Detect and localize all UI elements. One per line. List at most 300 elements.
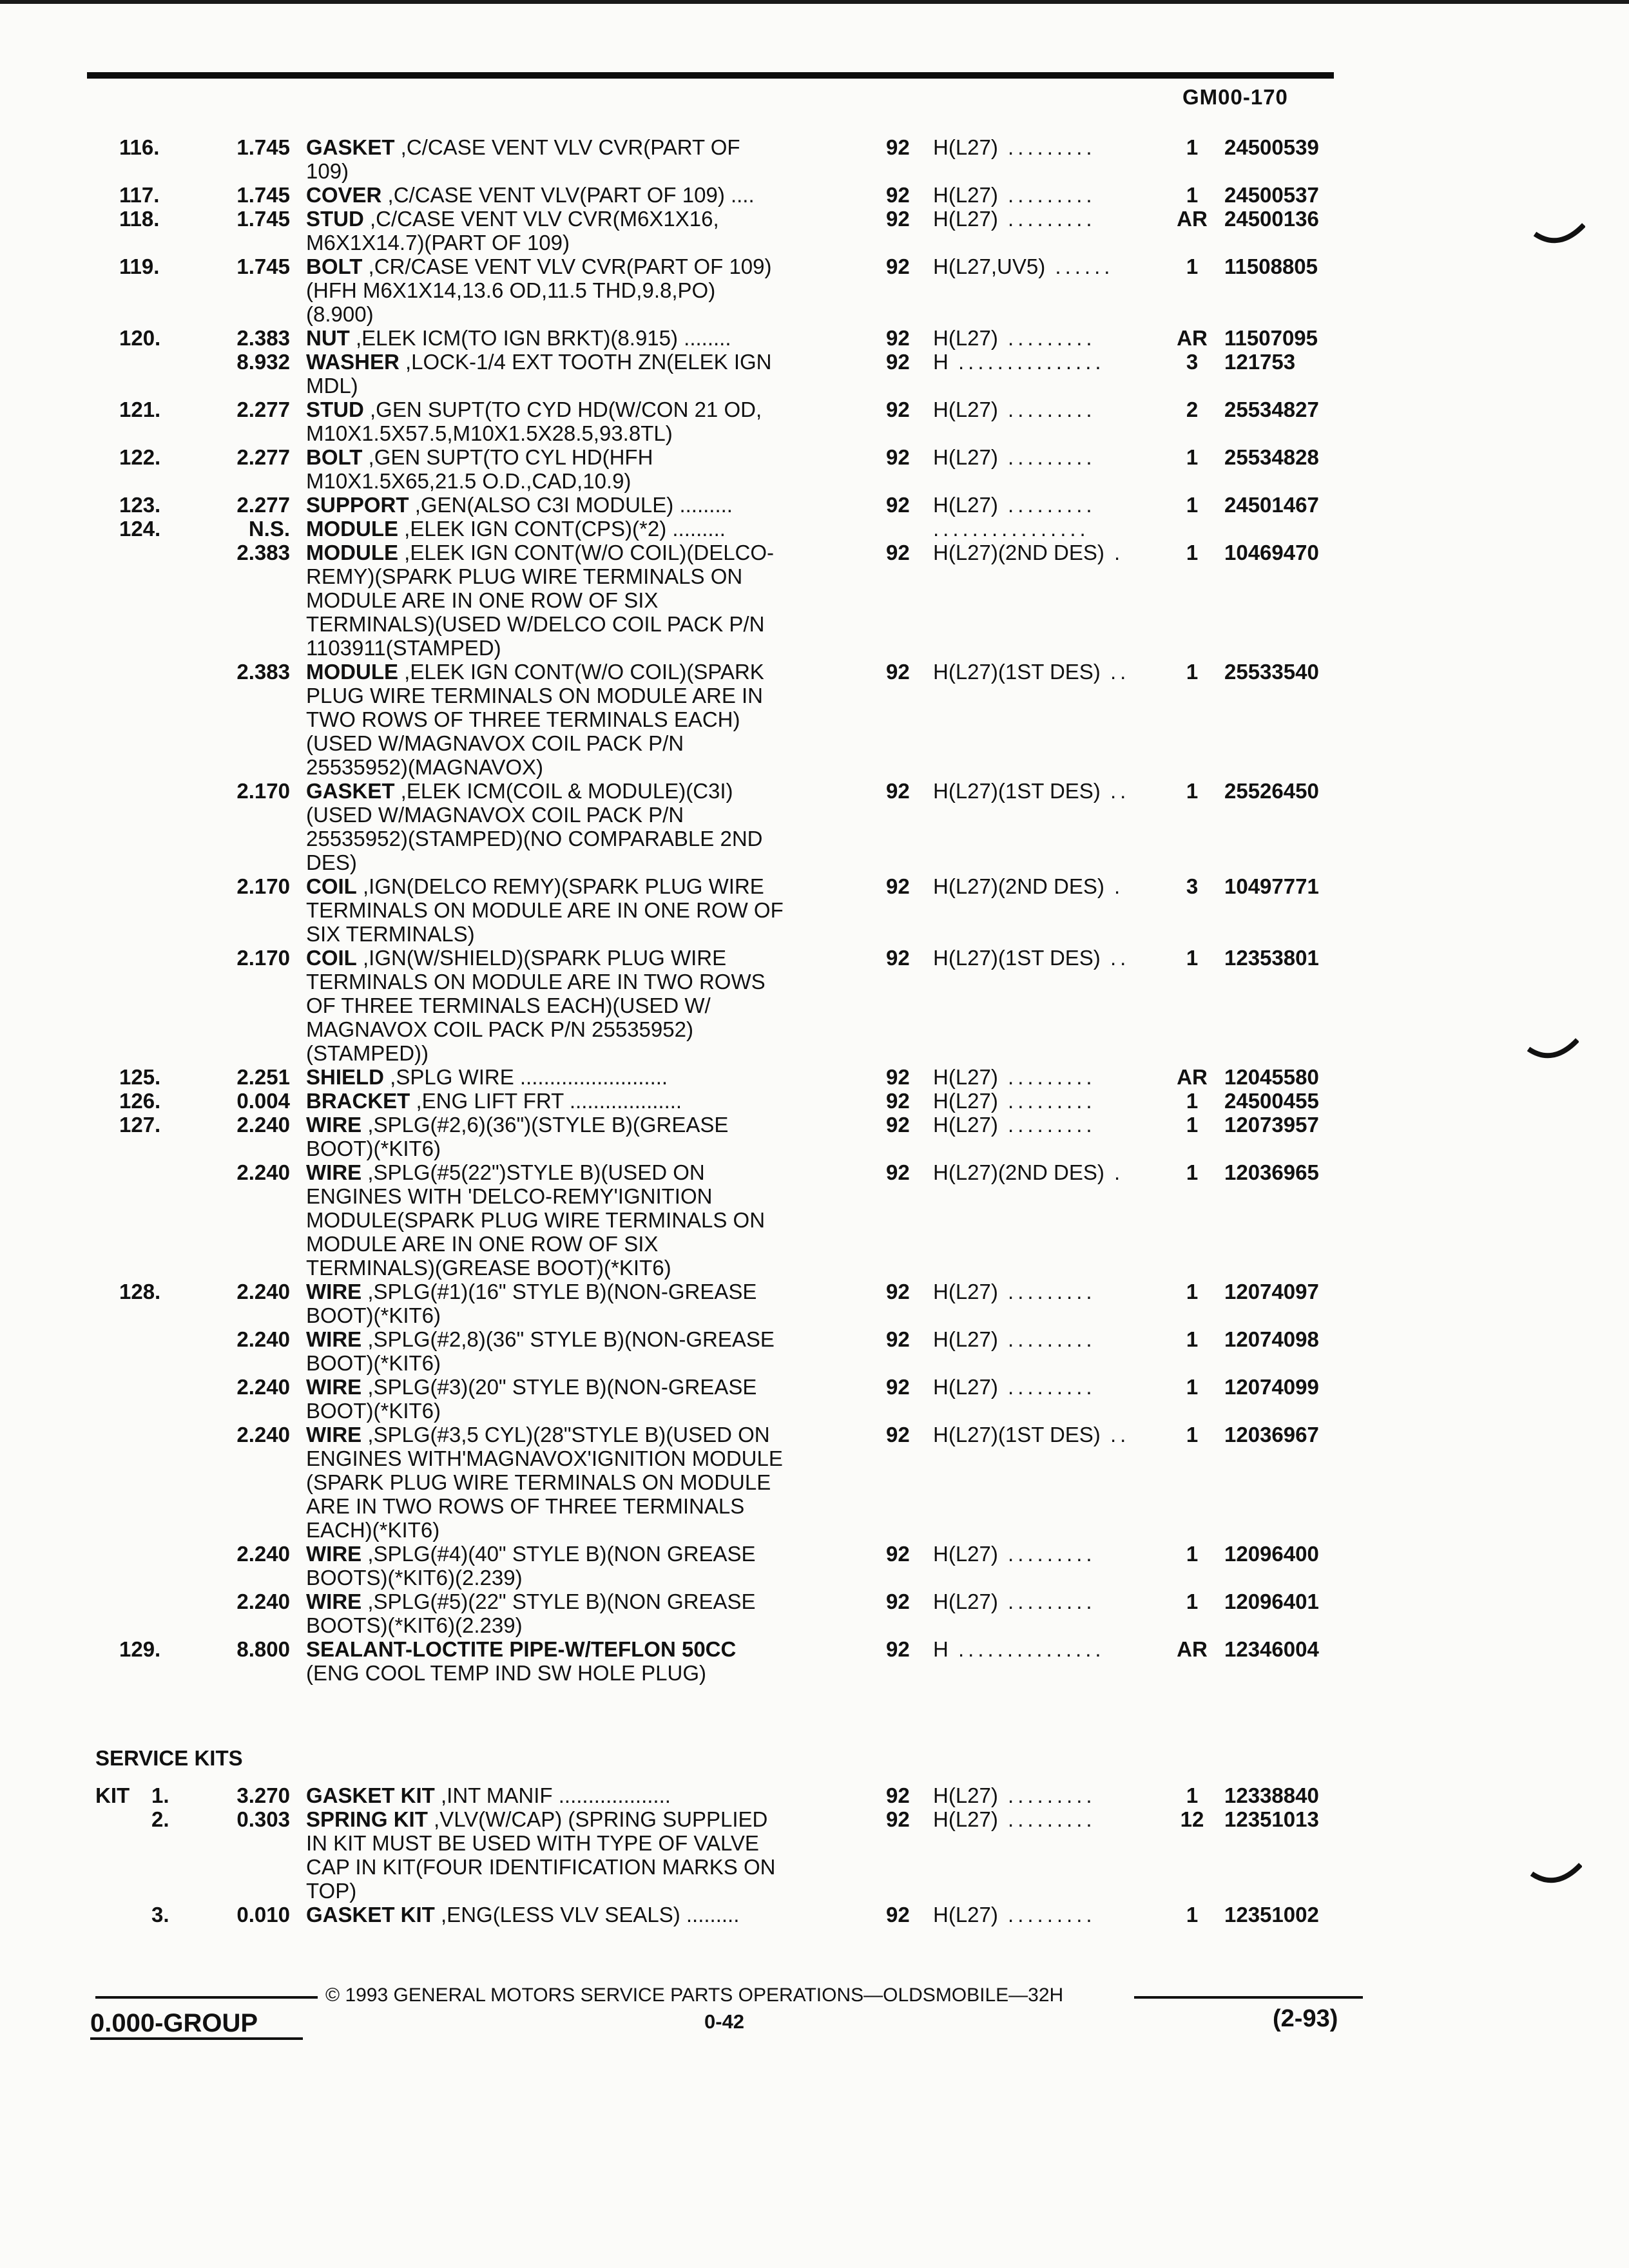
part-name: WASHER [306,350,400,374]
part-number: 12351002 [1224,1903,1319,1927]
part-row [0,946,1629,1065]
model-year: 92 [886,874,910,898]
part-row [0,493,1629,517]
engine-code-text: H(L27) [933,326,998,350]
group-number: 1.745 [236,183,290,207]
part-name: BOLT [306,255,363,278]
part-row [0,1375,1629,1423]
part-detail: ,ELEK ICM(TO IGN BRKT)(8.915) ........ [349,326,731,350]
service-kits-title: SERVICE KITS [95,1746,243,1770]
engine-code [933,350,1165,374]
model-year: 92 [886,183,910,207]
item-number: 122. [119,445,161,469]
part-name: GASKET [306,135,395,159]
part-row [0,135,1629,183]
group-label: 0.000-GROUP [90,2009,258,2037]
model-year: 92 [886,445,910,469]
leader-dots: ......... [998,1280,1096,1303]
binder-hole-mark-1 [1534,222,1585,255]
quantity: AR [1177,1637,1208,1661]
kit-row [0,1807,1629,1903]
group-number: 2.240 [236,1280,290,1303]
part-detail: ,IGN(DELCO REMY)(SPARK PLUG WIRE TERMINALS ON MODULE ARE IN ONE ROW OF SIX TERMINALS) [306,874,784,946]
part-description [306,1637,860,1685]
part-description [306,541,860,660]
part-number: 12036965 [1224,1160,1319,1184]
part-detail: ,CR/CASE VENT VLV CVR(PART OF 109) (HFH M6X1X14,13.6 OD,11.5 THD,9.8,PO) (8.900) [306,255,772,326]
part-number: 12351013 [1224,1807,1319,1831]
part-number: 12074099 [1224,1375,1319,1399]
engine-code [933,207,1165,231]
part-detail: ,GEN SUPT(TO CYD HD(W/CON 21 OD, M10X1.5X57.5,M10X1.5X28.5,93.8TL) [306,398,762,445]
model-year: 92 [886,1327,910,1351]
part-description [306,183,860,207]
engine-code [933,1590,1165,1614]
model-year: 92 [886,1280,910,1303]
leader-dots: ......... [998,1327,1096,1351]
quantity: 1 [1186,1783,1199,1807]
kit-row [0,1903,1629,1927]
item-number: 121. [119,398,161,421]
leader-dots: .. [1100,1423,1130,1446]
part-detail: ,ELEK IGN CONT(CPS)(*2) ......... [398,517,726,541]
item-number: 127. [119,1113,161,1137]
part-description [306,1423,860,1542]
engine-code-text: H(L27) [933,1280,998,1303]
part-row [0,350,1629,398]
part-name: WIRE [306,1542,362,1566]
group-number: N.S. [248,517,290,541]
engine-code-text: H(L27)(2ND DES) [933,541,1104,564]
part-name: COIL [306,874,357,898]
model-year: 92 [886,493,910,517]
part-number: 12096400 [1224,1542,1319,1566]
engine-code-text: H(L27) [933,1375,998,1399]
group-number: 1.745 [236,255,290,278]
engine-code [933,1065,1165,1090]
engine-code [933,541,1165,565]
part-row [0,1542,1629,1590]
engine-code-text: H(L27,UV5) [933,255,1046,278]
leader-dots: ......... [998,493,1096,517]
leader-dots: ......... [998,1542,1096,1566]
part-name: COIL [306,946,357,970]
part-name: STUD [306,207,364,231]
engine-code-text: H(L27) [933,183,998,207]
part-number: 12074097 [1224,1280,1319,1303]
part-description [306,445,860,493]
engine-code-text: H(L27) [933,1089,998,1113]
part-number: 25533540 [1224,660,1319,684]
quantity: 3 [1186,874,1199,898]
quantity: 2 [1186,398,1199,421]
leader-dots: ......... [998,135,1096,159]
item-number: 116. [119,135,160,159]
model-year: 92 [886,660,910,684]
model-year: 92 [886,207,910,231]
quantity: 1 [1186,1423,1199,1446]
part-detail: ,ELEK IGN CONT(W/O COIL)(SPARK PLUG WIRE TERMINALS ON MODULE ARE IN TWO ROWS OF THREE TERMINALS EACH) (USED W/MAGNAVOX COIL PACK P/N 25535952)(MAGNAVOX) [306,660,764,779]
part-name: WIRE [306,1327,362,1351]
part-description [306,1160,860,1280]
part-row [0,1089,1629,1113]
quantity: 1 [1186,255,1199,278]
top-edge-mark [0,0,1629,4]
engine-code-text: H(L27)(1ST DES) [933,1423,1101,1446]
quantity: 1 [1186,1903,1199,1927]
footer-rule-left [95,1996,318,1999]
group-number: 2.277 [236,493,290,517]
leader-dots: .. [1100,946,1130,970]
group-number: 2.240 [236,1113,290,1137]
leader-dots: ......... [998,1590,1096,1613]
engine-code [933,1542,1165,1566]
part-detail: ,ENG(LESS VLV SEALS) ......... [434,1903,740,1927]
group-number: 2.240 [236,1423,290,1446]
part-description [306,255,860,326]
part-number: 12045580 [1224,1065,1319,1089]
quantity: 1 [1186,1590,1199,1613]
leader-dots: ......... [998,207,1096,231]
model-year: 92 [886,541,910,564]
model-year: 92 [886,1903,910,1927]
leader-dots: ......... [998,445,1096,469]
group-number: 2.170 [236,779,290,803]
engine-code [933,1327,1165,1352]
engine-code [933,398,1165,422]
quantity: AR [1177,1065,1208,1089]
group-number: 3.270 [236,1783,290,1807]
group-number: 2.170 [236,874,290,898]
group-number: 2.383 [236,541,290,564]
group-number: 2.251 [236,1065,290,1089]
engine-code [933,517,1165,541]
leader-dots: ......... [998,1375,1096,1399]
part-name: BOLT [306,445,363,469]
kit-row [0,1783,1629,1807]
part-number: 121753 [1224,350,1296,374]
part-number: 12353801 [1224,946,1319,970]
part-row [0,1590,1629,1637]
part-description [306,398,860,445]
group-number: 2.240 [236,1375,290,1399]
part-name: COVER [306,183,382,207]
leader-dots: .. [1100,660,1130,684]
part-detail: ,ELEK ICM(COIL & MODULE)(C3I) (USED W/MAGNAVOX COIL PACK P/N 25535952)(STAMPED)(NO COMPARABLE 2ND DES) [306,779,763,874]
leader-dots: . [1104,541,1124,564]
quantity: 1 [1186,445,1199,469]
part-number: 25526450 [1224,779,1319,803]
model-year: 92 [886,350,910,374]
part-detail: (ENG COOL TEMP IND SW HOLE PLUG) [306,1661,706,1685]
part-name: WIRE [306,1280,362,1303]
page-id: GM00-170 [1182,85,1288,109]
quantity: 1 [1186,660,1199,684]
engine-code-text: H(L27) [933,1065,998,1089]
part-detail: ,SPLG WIRE ......................... [384,1065,668,1089]
part-row [0,1280,1629,1327]
quantity: 3 [1186,350,1199,374]
part-row [0,1113,1629,1160]
part-row [0,517,1629,541]
part-name: WIRE [306,1423,362,1446]
quantity: 1 [1186,1280,1199,1303]
item-number: 129. [119,1637,161,1661]
part-row [0,183,1629,207]
revision-date: (2-93) [1273,2005,1338,2032]
part-description [306,1783,860,1807]
quantity: 1 [1186,779,1199,803]
model-year: 92 [886,135,910,159]
part-number: 12073957 [1224,1113,1319,1137]
part-row [0,1423,1629,1542]
engine-code [933,660,1165,684]
part-row [0,1327,1629,1375]
group-number: 2.240 [236,1590,290,1613]
part-row [0,445,1629,493]
part-name: SUPPORT [306,493,409,517]
engine-code-text: H(L27)(1ST DES) [933,946,1101,970]
part-detail: ,INT MANIF ................... [434,1783,671,1807]
model-year: 92 [886,1807,910,1831]
quantity: 1 [1186,1375,1199,1399]
model-year: 92 [886,1637,910,1661]
engine-code [933,1089,1165,1113]
part-description [306,135,860,183]
part-detail: ,VLV(W/CAP) (SPRING SUPPLIED IN KIT MUST BE USED WITH TYPE OF VALVE CAP IN KIT(FOUR IDENTIFICATION MARKS ON TOP) [306,1807,776,1903]
part-detail: ,SPLG(#5(22")STYLE B)(USED ON ENGINES WITH 'DELCO-REMY'IGNITION MODULE(SPARK PLUG WIRE TERMINALS ON MODULE ARE IN ONE ROW OF SIX TERMINALS)(GREASE BOOT)(*KIT6) [306,1160,766,1280]
part-description [306,660,860,779]
part-number: 24500455 [1224,1089,1319,1113]
part-number: 12346004 [1224,1637,1319,1661]
quantity: 1 [1186,541,1199,564]
leader-dots: . [1104,874,1124,898]
model-year: 92 [886,398,910,421]
leader-dots: ................ [933,517,1090,541]
group-number: 0.303 [236,1807,290,1831]
part-detail: ,SPLG(#5)(22" STYLE B)(NON GREASE BOOTS)(*KIT6)(2.239) [306,1590,756,1637]
part-number: 11508805 [1224,255,1318,278]
part-description [306,1327,860,1375]
engine-code-text: H(L27) [933,1327,998,1351]
part-name: GASKET KIT [306,1903,435,1927]
model-year: 92 [886,1590,910,1613]
engine-code [933,183,1165,207]
model-year: 92 [886,1375,910,1399]
model-year: 92 [886,1542,910,1566]
part-description [306,326,860,350]
quantity: 1 [1186,1542,1199,1566]
engine-code [933,1280,1165,1304]
item-number: 126. [119,1089,161,1113]
leader-dots: ............... [948,1637,1105,1661]
group-number: 8.932 [236,350,290,374]
item-number: 119. [119,255,160,278]
group-underline [90,2037,303,2040]
model-year: 92 [886,255,910,278]
part-name: MODULE [306,517,398,541]
part-number: 12074098 [1224,1327,1319,1351]
leader-dots: .. [1100,779,1130,803]
part-number: 12338840 [1224,1783,1319,1807]
engine-code-text: H(L27) [933,135,998,159]
model-year: 92 [886,1065,910,1089]
engine-code [933,1160,1165,1185]
engine-code-text: H(L27) [933,1903,998,1927]
leader-dots: ......... [998,1089,1096,1113]
leader-dots: ............... [948,350,1105,374]
part-name: BRACKET [306,1089,410,1113]
quantity: 1 [1186,1327,1199,1351]
part-name: MODULE [306,541,398,564]
part-detail: ,GEN(ALSO C3I MODULE) ......... [409,493,733,517]
quantity: 12 [1180,1807,1204,1831]
part-detail: ,SPLG(#3)(20" STYLE B)(NON-GREASE BOOT)(*KIT6) [306,1375,757,1423]
quantity: 1 [1186,946,1199,970]
engine-code [933,874,1165,899]
engine-code-text: H(L27) [933,445,998,469]
part-description [306,1089,860,1113]
group-number: 2.383 [236,660,290,684]
page-number: 0-42 [704,2010,745,2033]
quantity: 1 [1186,1113,1199,1137]
part-number: 24500136 [1224,207,1319,231]
part-row [0,1065,1629,1089]
leader-dots: ......... [998,398,1096,421]
model-year: 92 [886,326,910,350]
quantity: 1 [1186,183,1199,207]
item-number: 3. [151,1903,169,1927]
part-number: 11507095 [1224,326,1318,350]
part-description [306,1280,860,1327]
part-row [0,207,1629,255]
engine-code-text: H(L27)(1ST DES) [933,660,1101,684]
part-number: 24501467 [1224,493,1319,517]
quantity: AR [1177,326,1208,350]
part-detail: ,ENG LIFT FRT ................... [410,1089,682,1113]
kit-prefix: KIT [95,1783,130,1807]
part-row [0,1637,1629,1685]
engine-code [933,493,1165,517]
engine-code [933,1807,1165,1832]
part-name: WIRE [306,1375,362,1399]
item-number: 1. [151,1783,169,1807]
leader-dots: ......... [998,326,1096,350]
part-number: 10469470 [1224,541,1319,564]
quantity: 1 [1186,1160,1199,1184]
engine-code-text: H(L27) [933,398,998,421]
leader-dots: ......... [998,1065,1096,1089]
leader-dots: ......... [998,1783,1096,1807]
part-row [0,874,1629,946]
binder-hole-mark-3 [1530,1862,1582,1894]
part-name: WIRE [306,1113,362,1137]
part-name: WIRE [306,1590,362,1613]
group-number: 2.170 [236,946,290,970]
part-name: SPRING KIT [306,1807,428,1831]
quantity: AR [1177,207,1208,231]
engine-code [933,1113,1165,1137]
engine-code-text: H [933,350,949,374]
group-number: 2.277 [236,398,290,421]
part-description [306,207,860,255]
part-number: 12036967 [1224,1423,1319,1446]
engine-code-text: H(L27) [933,1783,998,1807]
item-number: 2. [151,1807,169,1831]
engine-code [933,255,1165,279]
model-year: 92 [886,1783,910,1807]
engine-code-text: H [933,1637,949,1661]
part-row [0,660,1629,779]
group-number: 1.745 [236,135,290,159]
group-number: 2.240 [236,1542,290,1566]
engine-code [933,1783,1165,1808]
engine-code-text: H(L27) [933,1590,998,1613]
group-number: 1.745 [236,207,290,231]
footer-rule-right [1134,1996,1363,1999]
part-description [306,1065,860,1089]
part-number: 25534828 [1224,445,1319,469]
engine-code [933,135,1165,160]
part-description [306,350,860,398]
part-number: 25534827 [1224,398,1319,421]
group-number: 2.240 [236,1327,290,1351]
part-description [306,874,860,946]
part-description [306,1113,860,1160]
part-detail: ,SPLG(#2,6)(36")(STYLE B)(GREASE BOOT)(*KIT6) [306,1113,729,1160]
part-description [306,517,860,541]
part-row [0,326,1629,350]
part-number: 24500537 [1224,183,1319,207]
item-number: 120. [119,326,161,350]
part-detail: ,LOCK-1/4 EXT TOOTH ZN(ELEK IGN MDL) [306,350,772,398]
group-number: 8.800 [236,1637,290,1661]
model-year: 92 [886,1423,910,1446]
quantity: 1 [1186,493,1199,517]
group-number: 2.383 [236,326,290,350]
engine-code [933,1423,1165,1447]
copyright-line: © 1993 GENERAL MOTORS SERVICE PARTS OPERATIONS—OLDSMOBILE—32H [325,1984,1064,2006]
engine-code [933,326,1165,351]
model-year: 92 [886,1113,910,1137]
engine-code [933,1375,1165,1399]
part-row [0,1160,1629,1280]
leader-dots: . [1104,1160,1124,1184]
part-name: GASKET [306,779,395,803]
part-detail: ,SPLG(#4)(40" STYLE B)(NON GREASE BOOTS)(*KIT6)(2.239) [306,1542,756,1590]
item-number: 118. [119,207,160,231]
engine-code-text: H(L27) [933,207,998,231]
part-description [306,1542,860,1590]
leader-dots: ......... [998,1903,1096,1927]
part-row [0,779,1629,874]
group-number: 2.277 [236,445,290,469]
header-rule [87,72,1334,79]
part-row [0,398,1629,445]
model-year: 92 [886,779,910,803]
item-number: 128. [119,1280,161,1303]
group-number: 2.240 [236,1160,290,1184]
part-description [306,779,860,874]
group-number: 0.010 [236,1903,290,1927]
part-description [306,946,860,1065]
part-detail: ,C/CASE VENT VLV(PART OF 109) .... [381,183,755,207]
part-row [0,255,1629,326]
engine-code-text: H(L27) [933,1542,998,1566]
part-row [0,541,1629,660]
engine-code [933,1637,1165,1662]
part-detail: ,SPLG(#3,5 CYL)(28"STYLE B)(USED ON ENGINES WITH'MAGNAVOX'IGNITION MODULE (SPARK PLUG WIRE TERMINALS ON MODULE ARE IN TWO ROWS OF THREE TERMINALS EACH)(*KIT6) [306,1423,783,1542]
